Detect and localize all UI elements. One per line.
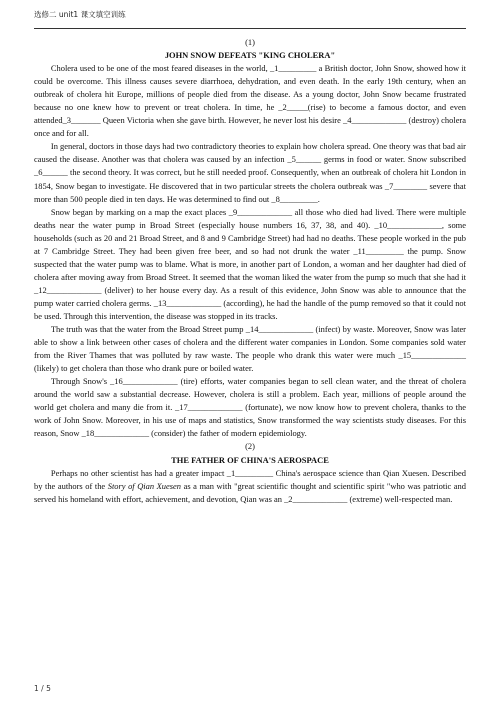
section-2-title: THE FATHER OF CHINA'S AEROSPACE [171,454,329,465]
section-1-paragraph-4: The truth was that the water from the Broad Street pump _14_____________ (infect) by waste. Moreover, Snow was later able to show a link between other cases of cholera and the different water companies in London. Some companies sold water from the River Thames that was polluted by raw waste. The people who drank this water were much _15_____________ (likely) to get cholera than those who drank pure or boiled water. [34,324,466,374]
header-title: 选修二 unit1 课文填空训练 [34,10,126,19]
page-header [34,6,466,29]
page-number: 1 / 5 [34,684,51,693]
book-title: Story of Qian Xuesen [107,480,182,491]
section-2-text-a: Perhaps no other scientist has had a greater impact _1_________ China's aerospace science than Qian Xuesen. [50,467,432,478]
section-1-paragraph-1: Cholera used to be one of the most feared diseases in the world, _1_________ a British doctor, John Snow, showed how it could be overcome. This illness causes severe diarrhoea, dehydration, and even death. In the early 19th century, when an outbreak of cholera hit Europe, millions of people died from the disease. As a young doctor, John Snow became frustrated because no one knew how to prevent or treat cholera. In time, he _2_____(rise) to become a famous doctor, and even attended_3_______ Queen Victoria when she gave birth. However, he never lost his desire _4_____________ (destroy) cholera once and for all. [34,63,466,139]
page-footer [34,684,466,693]
section-2-text-c: as a man with "great scientific thought and scientific spirit "who was patriotic and served his homeland with effort, achievement, and devotion, Qian was an _2_____________ (extreme) well-respected man. [34,480,466,504]
section-1-paragraph-2: In general, doctors in those days had two contradictory theories to explain how cholera spread. One theory was that bad air caused the disease. Another was that cholera was caused by an infection _5______ germs in food or water. Snow subscribed _6______ the second theory. It was correct, but he still needed proof. Consequently, when an outbreak of cholera hit London in 1854, Snow began to investigate. He discovered that in two particular streets the cholera outbreak was _7________ severe that more than 500 people died in ten days. He was determined to find out _8_________. [34,141,466,204]
section-2-text-b: Described by the authors of the [34,467,466,491]
section-2-number: (2) [245,441,255,452]
document-body [34,36,466,506]
section-1-paragraph-5: Through Snow's _16_____________ (tire) efforts, water companies began to sell clean water, and the threat of cholera around the world saw a substantial decrease. However, cholera is still a problem. Each year, millions of people around the world get cholera and many die from it. _17_____________ (fortunate), we now know how to prevent cholera, thanks to the work of John Snow. Moreover, in his use of maps and statistics, Snow transformed the way scientists study diseases. For this reason, Snow _18_____________ (consider) the father of modern epidemiology. [34,376,466,439]
section-1-title: JOHN SNOW DEFEATS "KING CHOLERA" [164,50,336,61]
section-1-number: (1) [245,37,255,47]
section-1-paragraph-3: Snow began by marking on a map the exact places _9_____________ all those who died had lived. There were multiple deaths near the water pump in Broad Street (especially house numbers 16, 37, 38, and 40). _10_____________, some households (such as 20 and 21 Broad Street, and 8 and 9 Cambridge Street) had had no deaths. These people worked in the pub at 7 Cambridge Street. They had been given free beer, and so had not drunk the water _11_________ the pump. Snow suspected that the water pump was to blame. What is more, in another part of London, a woman and her daughter had died of cholera after moving away from Broad Street. It seemed that the woman liked the water from the pump so much that she had it _12_____________ (deliver) to her house every day. As a result of this evidence, John Snow was able to announce that the pump water carried cholera germs. _13_____________ (according), he had the handle of the pump removed so that it could not be used. Through this intervention, the disease was stopped in its tracks. [34,206,466,321]
section-2-paragraph-1 [34,467,466,506]
